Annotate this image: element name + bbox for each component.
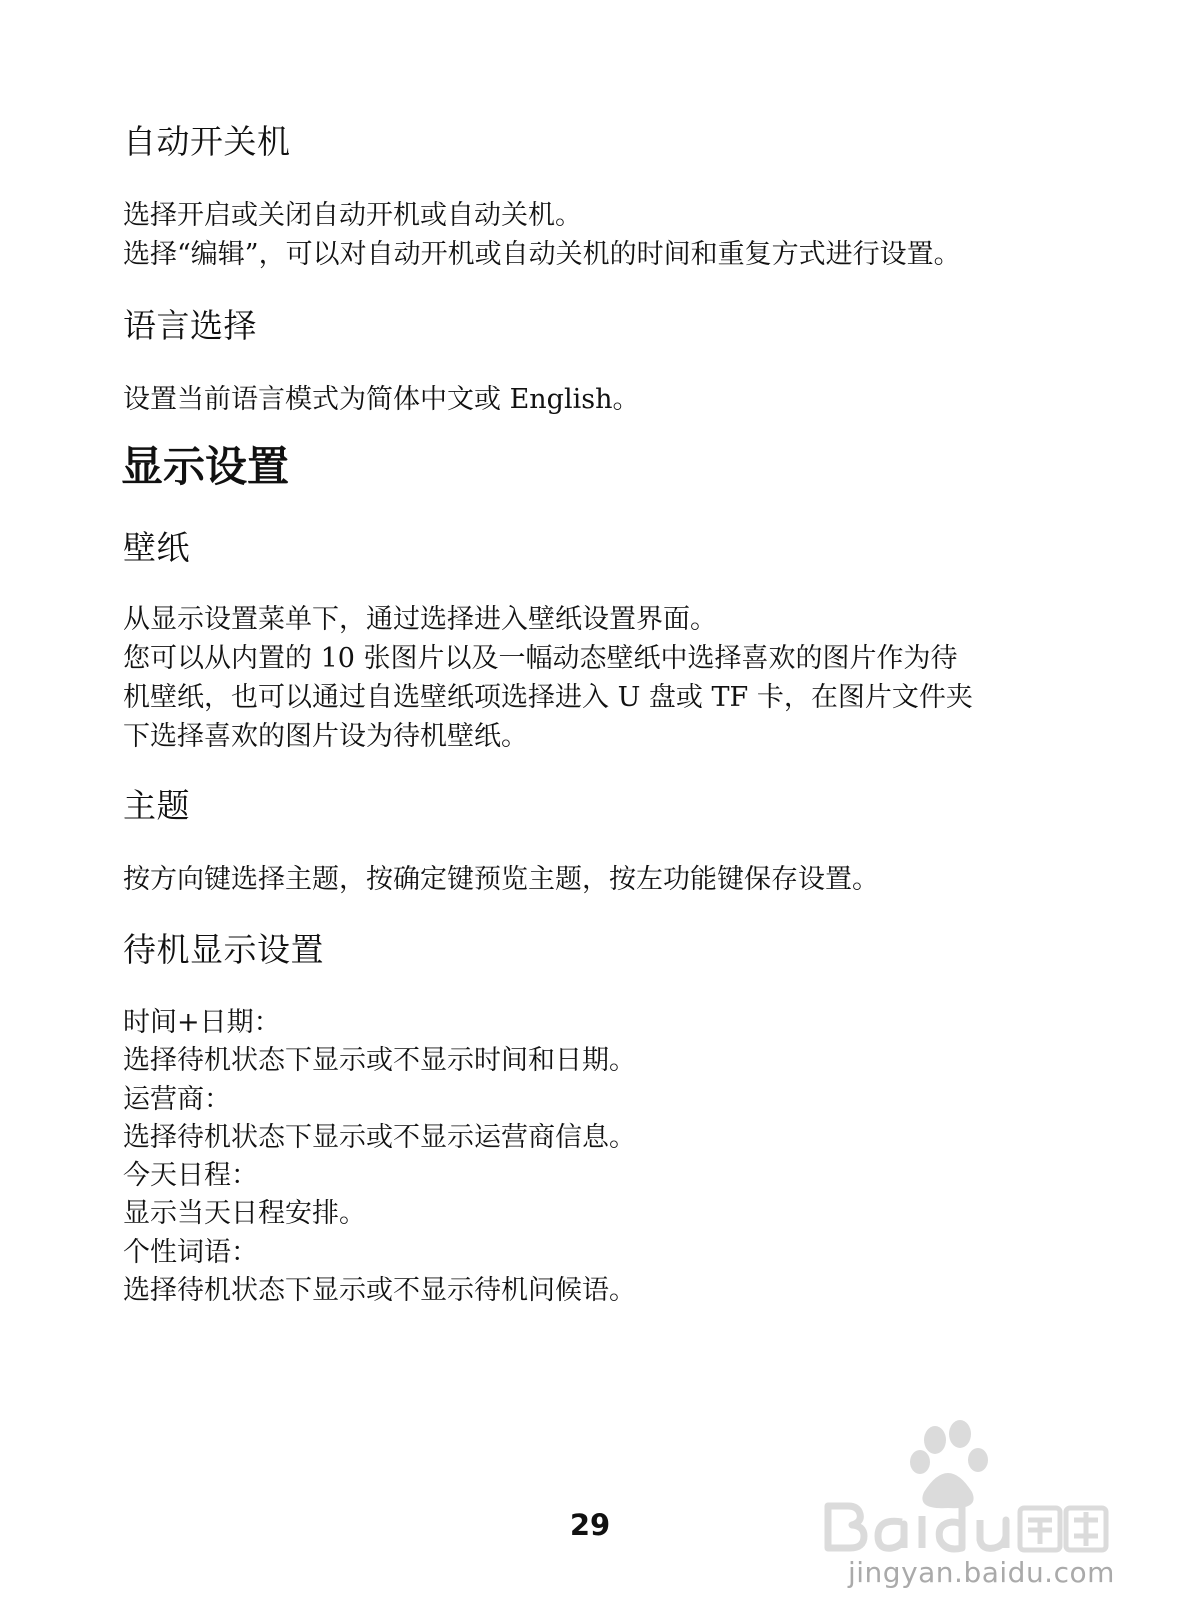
language-paragraph — [123, 380, 639, 419]
paragraph-line: 选择待机状态下显示或不显示运营商信息。 — [123, 1121, 636, 1153]
paragraph-line: 选择开启或关闭自动开机或自动关机。 — [123, 200, 582, 231]
paragraph-line: 下选择喜欢的图片设为待机壁纸。 — [123, 721, 528, 752]
paragraph-line: 选择待机状态下显示或不显示待机问候语。 — [123, 1275, 636, 1307]
jingyan-mark — [1020, 1508, 1106, 1550]
auto-power-paragraph — [123, 196, 961, 274]
watermark-url: jingyan.baidu.com — [848, 1556, 1115, 1589]
paragraph-line: 从显示设置菜单下，通过选择进入壁纸设置界面。 — [123, 604, 717, 635]
paragraph-line: 个性词语： — [123, 1236, 258, 1268]
wallpaper-paragraph — [123, 600, 973, 756]
paragraph-line: 显示当天日程安排。 — [123, 1198, 366, 1230]
paw-icon — [910, 1420, 988, 1508]
paragraph-line: 今天日程： — [123, 1160, 258, 1192]
paragraph-line: 机壁纸，也可以通过自选壁纸项选择进入 U 盘或 TF 卡，在图片文件夹 — [123, 682, 973, 713]
baidu-letters — [828, 1506, 1006, 1549]
paragraph-line: 设置当前语言模式为简体中文或 English。 — [123, 384, 640, 415]
paragraph-line: 时间+日期： — [123, 1007, 281, 1038]
section-heading-theme: 主题 — [123, 786, 190, 825]
paragraph-line: 您可以从内置的 10 张图片以及一幅动态壁纸中选择喜欢的图片作为待 — [123, 643, 958, 674]
theme-paragraph — [123, 860, 879, 899]
section-heading-wallpaper: 壁纸 — [123, 528, 190, 567]
paragraph-line: 选择待机状态下显示或不显示时间和日期。 — [123, 1045, 636, 1077]
paragraph-line: 选择“编辑”，可以对自动开机或自动关机的时间和重复方式进行设置。 — [123, 239, 961, 270]
chapter-heading-display: 显示设置 — [121, 442, 290, 491]
paragraph-line: 运营商： — [123, 1083, 231, 1115]
standby-paragraph — [123, 1004, 636, 1310]
section-heading-language: 语言选择 — [123, 306, 257, 345]
section-heading-standby: 待机显示设置 — [123, 930, 324, 969]
section-heading-auto-power: 自动开关机 — [123, 122, 291, 161]
paragraph-line: 按方向键选择主题，按确定键预览主题，按左功能键保存设置。 — [123, 864, 879, 895]
page-number: 29 — [569, 1508, 611, 1542]
